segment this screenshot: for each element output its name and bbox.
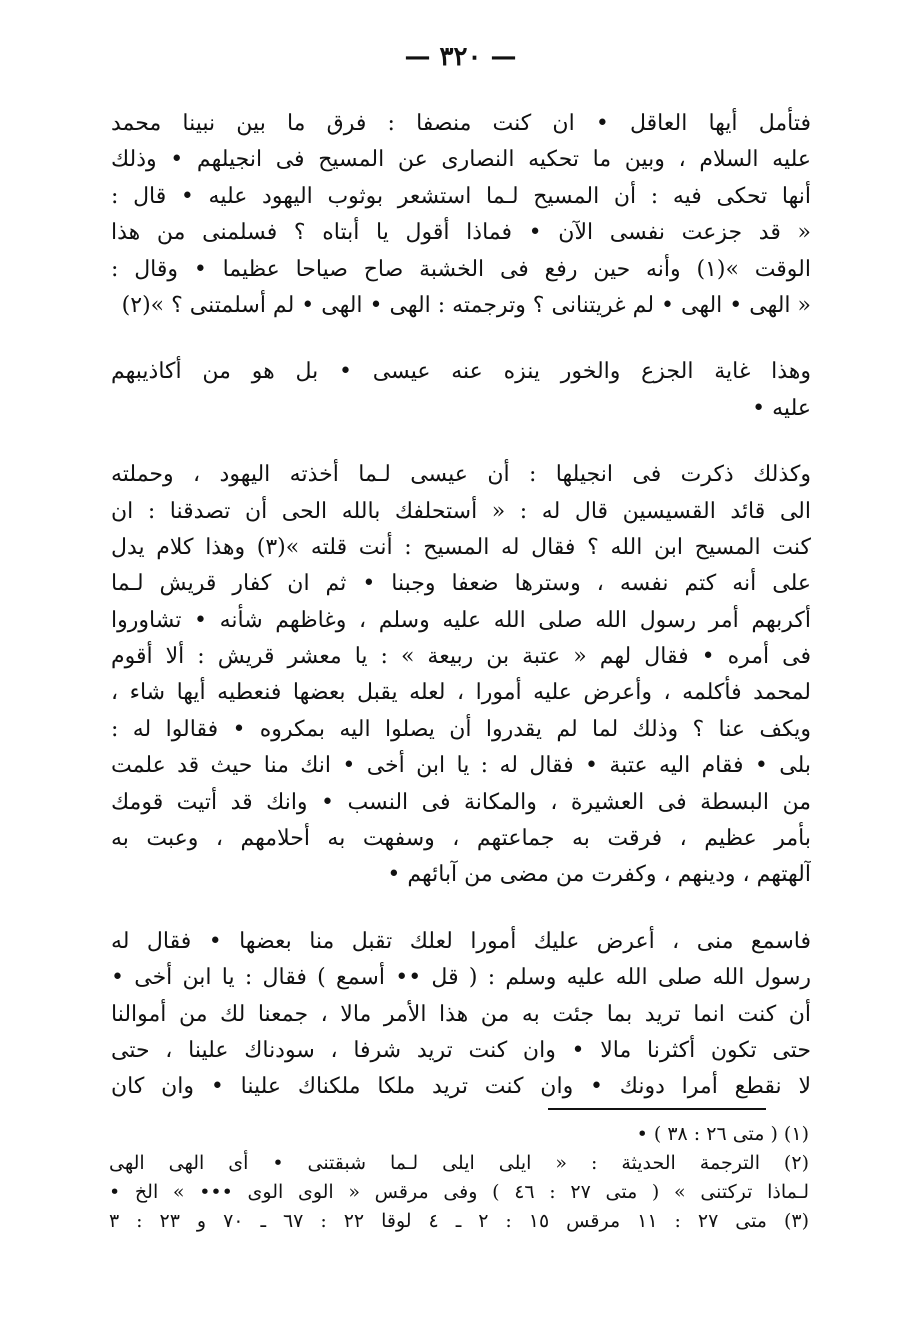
page-number: — ٣٢٠ — <box>404 42 517 72</box>
text-line: فتأمل أيها العاقل • ان كنت منصفا : فرق ما بين نبينا محمد <box>111 111 811 136</box>
text-line: بلى • فقام اليه عتبة • فقال له : يا ابن أخى • انك منا حيث قد علمت <box>111 753 811 779</box>
paragraph-2 <box>111 354 811 427</box>
text-line: الوقت »(١) وأنه حين رفع فى الخشبة صاح صياحا عظيما • وقال : <box>111 256 811 282</box>
footnote-line: لـماذا تركتنى » ( متى ٢٧ : ٤٦ ) وفى مرقس « الوى الوى ••• » الخ • <box>109 1181 809 1203</box>
footnote-line: (٣) متى ٢٧ : ١١ مرقس ١٥ : ٢ ـ ٤ لوقا ٢٢ : ٦٧ ـ ٧٠ و ٢٣ : ٣ <box>109 1210 809 1232</box>
text-line: لا نقطع أمرا دونك • وان كنت تريد ملكا ملكناك علينا • وان كان <box>111 1074 811 1100</box>
text-line: بأمر عظيم ، فرقت به جماعتهم ، وسفهت به أحلامهم ، وعبت به <box>111 826 811 852</box>
text-line: وهذا غاية الجزع والخور ينزه عنه عيسى • بل هو من أكاذيبهم <box>111 359 811 385</box>
footnotes <box>109 1120 809 1236</box>
paragraph-3 <box>111 457 811 894</box>
text-line: عليه • <box>752 395 811 421</box>
text-line: كنت المسيح ابن الله ؟ فقال له المسيح : أنت قلته »(٣) وهذا كلام يدل <box>111 534 811 560</box>
paragraph-4 <box>111 924 811 1106</box>
text-line: ويكف عنا ؟ وذلك لما لم يقدروا أن يصلوا اليه بمكروه • فقالوا له : <box>111 716 811 742</box>
text-line: رسول الله صلى الله عليه وسلم : ( قل •• أسمع ) فقال : يا ابن أخى • <box>111 965 811 991</box>
paragraph-1 <box>111 106 811 324</box>
text-line: آلهتهم ، ودينهم ، وكفرت من مضى من آبائهم • <box>387 862 811 888</box>
text-line: لمحمد فأكلمه ، وأعرض عليه أمورا ، لعله يقبل بعضها فنعطيه أيها شاء ، <box>111 680 811 706</box>
text-line: أنها تحكى فيه : أن المسيح لـما استشعر بوثوب اليهود عليه • قال : <box>111 183 811 209</box>
text-line: أن كنت انما تريد بما جئت به من هذا الأمر مالا ، جمعنا لك من أموالنا <box>111 1001 811 1027</box>
footnote-line: (١) ( متى ٢٦ : ٣٨ ) • <box>636 1123 809 1145</box>
text-line: فاسمع منى ، أعرض عليك أمورا لعلك تقبل منا بعضها • فقال له <box>111 928 811 954</box>
text-line: من البسطة فى العشيرة ، والمكانة فى النسب • وانك قد أتيت قومك <box>111 789 811 815</box>
text-line: « الهى • الهى • لم غريتنانى ؟ وترجمته : الهى • الهى • لم أسلمتنى ؟ »(٢) <box>121 292 811 318</box>
text-line: أكربهم أمر رسول الله صلى الله عليه وسلم ، وغاظهم شأنه • تشاوروا <box>111 607 811 633</box>
text-line: حتى تكون أكثرنا مالا • وان كنت تريد شرفا ، سودناك علينا ، حتى <box>111 1037 811 1063</box>
footnote-divider <box>548 1108 766 1110</box>
text-line: عليه السلام ، وبين ما تحكيه النصارى عن المسيح فى انجيلهم • وذلك <box>111 147 811 173</box>
footnote-line: (٢) الترجمة الحديثة : « ايلى ايلى لـما شبقتنى • أى الهى الهى <box>109 1152 809 1174</box>
text-line: على أنه كتم نفسه ، وسترها ضعفا وجبنا • ثم ان كفار قريش لـما <box>111 571 811 597</box>
text-line: الى قائد القسيسين قال له : « أستحلفك بالله الحى أن تصدقنا : ان <box>111 498 811 524</box>
text-line: « قد جزعت نفسى الآن • فماذا أقول يا أبتاه ؟ فسلمنى من هذا <box>111 220 811 246</box>
text-line: وكذلك ذكرت فى انجيلها : أن عيسى لـما أخذته اليهود ، وحملته <box>111 462 811 488</box>
text-line: فى أمره • فقال لهم « عتبة بن ربيعة » : يا معشر قريش : ألا أقوم <box>111 644 811 670</box>
main-text <box>111 106 811 1136</box>
